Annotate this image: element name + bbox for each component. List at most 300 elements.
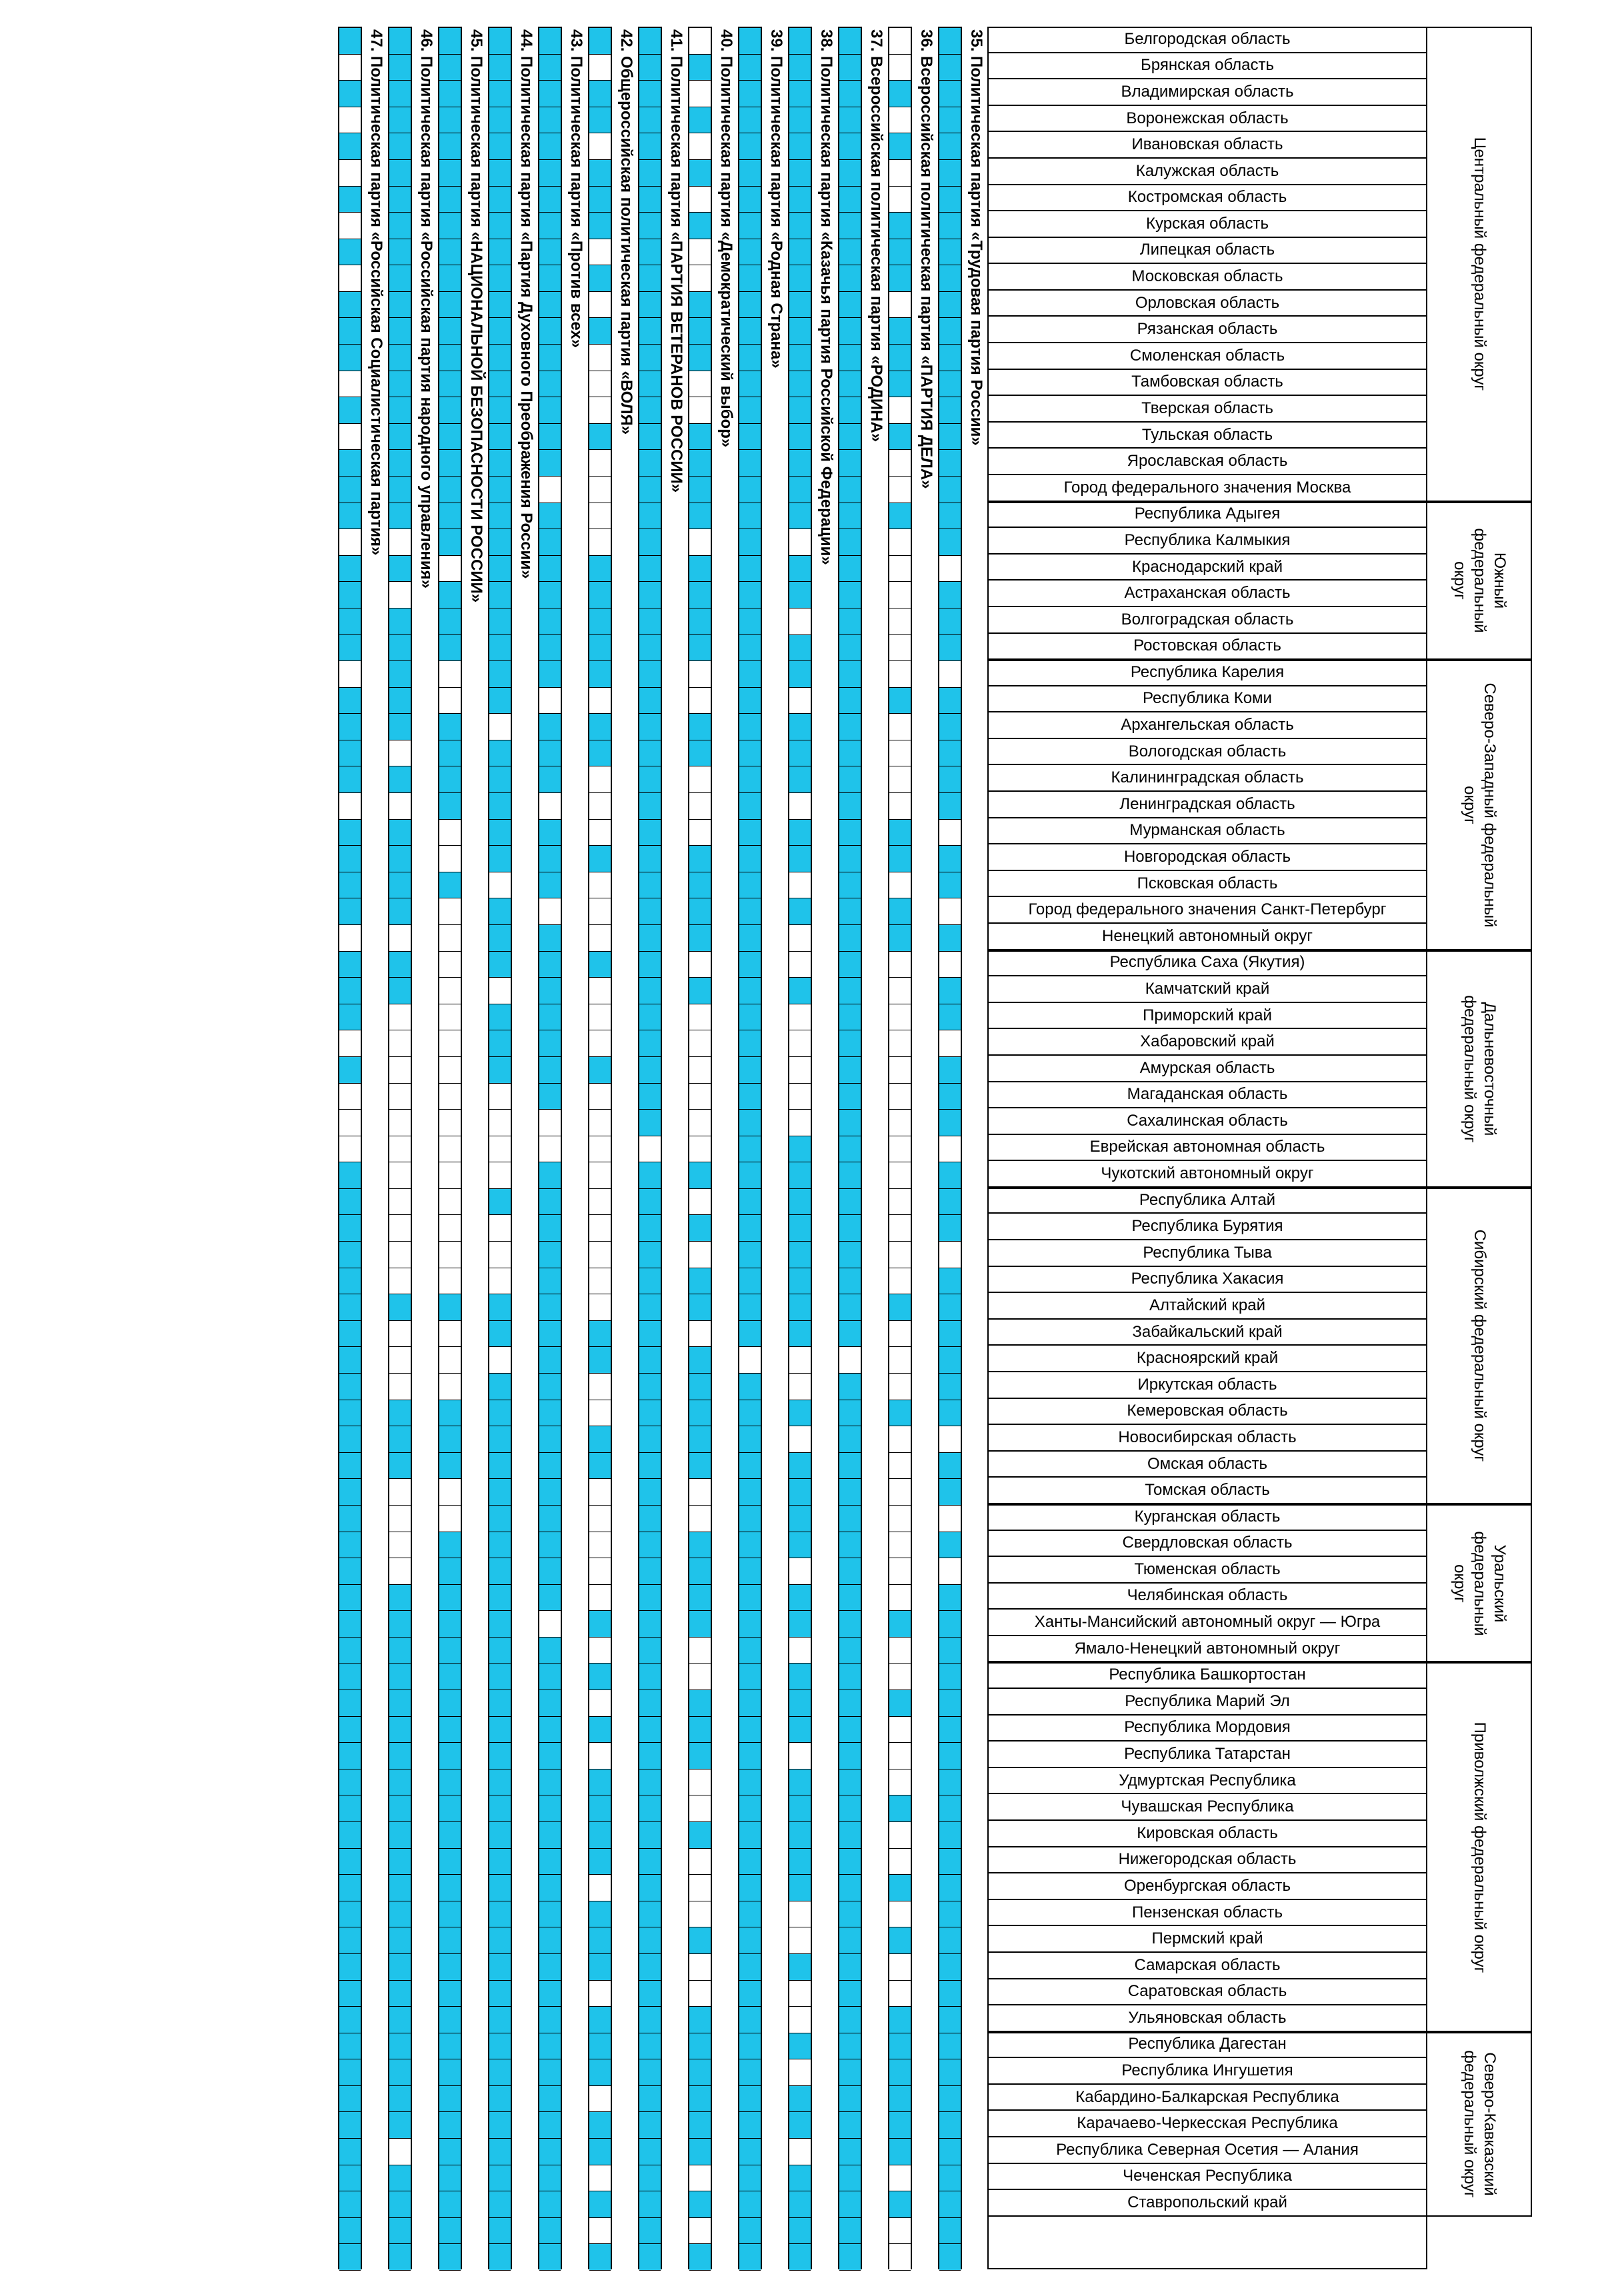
- party-cell[interactable]: [339, 608, 361, 635]
- party-cell[interactable]: [339, 820, 361, 846]
- party-cell[interactable]: [489, 1189, 511, 1216]
- party-cell[interactable]: [339, 1981, 361, 2007]
- party-cell[interactable]: [939, 2191, 961, 2218]
- party-cell[interactable]: [689, 820, 711, 846]
- party-cell[interactable]: [489, 1136, 511, 1163]
- party-cell[interactable]: [789, 1004, 811, 1031]
- party-cell[interactable]: [439, 1004, 461, 1031]
- party-cell[interactable]: [389, 1769, 411, 1796]
- party-cell[interactable]: [739, 1585, 761, 1612]
- party-cell[interactable]: [739, 2191, 761, 2218]
- party-cell[interactable]: [789, 872, 811, 899]
- party-cell[interactable]: [839, 1743, 861, 1769]
- party-cell[interactable]: [389, 1030, 411, 1057]
- party-cell[interactable]: [439, 1110, 461, 1136]
- party-cell[interactable]: [889, 978, 911, 1004]
- party-cell[interactable]: [689, 1321, 711, 1348]
- party-cell[interactable]: [789, 1875, 811, 1901]
- party-cell[interactable]: [489, 2165, 511, 2192]
- party-cell[interactable]: [889, 1030, 911, 1057]
- party-cell[interactable]: [689, 2165, 711, 2192]
- party-cell[interactable]: [339, 2244, 361, 2271]
- party-cell[interactable]: [389, 2218, 411, 2245]
- party-cell[interactable]: [489, 556, 511, 582]
- party-cell[interactable]: [939, 1321, 961, 1348]
- party-cell[interactable]: [589, 213, 611, 239]
- party-cell[interactable]: [589, 1057, 611, 1084]
- party-cell[interactable]: [339, 898, 361, 925]
- party-cell[interactable]: [439, 2112, 461, 2139]
- party-cell[interactable]: [639, 1506, 661, 1532]
- party-cell[interactable]: [789, 2218, 811, 2245]
- party-cell[interactable]: [789, 661, 811, 688]
- party-cell[interactable]: [839, 608, 861, 635]
- party-cell[interactable]: [939, 714, 961, 740]
- party-cell[interactable]: [839, 1927, 861, 1954]
- party-cell[interactable]: [839, 28, 861, 55]
- party-cell[interactable]: [339, 1795, 361, 1822]
- party-cell[interactable]: [689, 925, 711, 952]
- party-cell[interactable]: [789, 292, 811, 319]
- party-cell[interactable]: [889, 556, 911, 582]
- party-cell[interactable]: [689, 1795, 711, 1822]
- party-cell[interactable]: [689, 556, 711, 582]
- party-cell[interactable]: [339, 846, 361, 872]
- party-cell[interactable]: [589, 740, 611, 767]
- party-cell[interactable]: [839, 1638, 861, 1664]
- party-cell[interactable]: [489, 424, 511, 451]
- party-cell[interactable]: [739, 28, 761, 55]
- party-cell[interactable]: [589, 1638, 611, 1664]
- party-cell[interactable]: [589, 1717, 611, 1743]
- party-cell[interactable]: [689, 187, 711, 213]
- party-cell[interactable]: [739, 872, 761, 899]
- party-cell[interactable]: [739, 1506, 761, 1532]
- party-cell[interactable]: [739, 1795, 761, 1822]
- party-cell[interactable]: [389, 1822, 411, 1849]
- party-cell[interactable]: [639, 503, 661, 530]
- party-cell[interactable]: [589, 1981, 611, 2007]
- party-cell[interactable]: [639, 2059, 661, 2086]
- party-cell[interactable]: [839, 397, 861, 424]
- party-cell[interactable]: [889, 1453, 911, 1480]
- party-cell[interactable]: [439, 345, 461, 371]
- party-cell[interactable]: [639, 582, 661, 608]
- party-cell[interactable]: [689, 688, 711, 714]
- party-cell[interactable]: [939, 688, 961, 714]
- party-cell[interactable]: [639, 160, 661, 187]
- party-cell[interactable]: [389, 1110, 411, 1136]
- party-cell[interactable]: [389, 1638, 411, 1664]
- party-cell[interactable]: [589, 1136, 611, 1163]
- party-cell[interactable]: [489, 1084, 511, 1110]
- party-cell[interactable]: [539, 820, 561, 846]
- party-cell[interactable]: [589, 556, 611, 582]
- party-cell[interactable]: [389, 1136, 411, 1163]
- party-cell[interactable]: [589, 898, 611, 925]
- party-cell[interactable]: [789, 714, 811, 740]
- party-cell[interactable]: [339, 1875, 361, 1901]
- party-cell[interactable]: [539, 1162, 561, 1189]
- party-cell[interactable]: [739, 239, 761, 266]
- party-cell[interactable]: [839, 1084, 861, 1110]
- party-cell[interactable]: [689, 2218, 711, 2245]
- party-cell[interactable]: [789, 265, 811, 292]
- party-cell[interactable]: [539, 213, 561, 239]
- party-cell[interactable]: [839, 1426, 861, 1453]
- party-cell[interactable]: [589, 820, 611, 846]
- party-cell[interactable]: [389, 846, 411, 872]
- party-cell[interactable]: [439, 1717, 461, 1743]
- party-cell[interactable]: [839, 1690, 861, 1717]
- party-cell[interactable]: [439, 160, 461, 187]
- party-cell[interactable]: [589, 318, 611, 345]
- party-cell[interactable]: [389, 397, 411, 424]
- party-cell[interactable]: [789, 1268, 811, 1295]
- party-cell[interactable]: [589, 1585, 611, 1612]
- party-cell[interactable]: [689, 503, 711, 530]
- party-cell[interactable]: [389, 2086, 411, 2113]
- party-cell[interactable]: [339, 1849, 361, 1875]
- party-cell[interactable]: [389, 1347, 411, 1374]
- party-cell[interactable]: [639, 661, 661, 688]
- party-cell[interactable]: [739, 1136, 761, 1163]
- party-cell[interactable]: [589, 187, 611, 213]
- party-cell[interactable]: [489, 820, 511, 846]
- party-cell[interactable]: [889, 1611, 911, 1638]
- party-cell[interactable]: [439, 1558, 461, 1585]
- party-cell[interactable]: [739, 1690, 761, 1717]
- party-cell[interactable]: [889, 1532, 911, 1559]
- party-cell[interactable]: [439, 740, 461, 767]
- party-cell[interactable]: [339, 1030, 361, 1057]
- party-cell[interactable]: [389, 2059, 411, 2086]
- party-cell[interactable]: [339, 424, 361, 451]
- party-cell[interactable]: [739, 133, 761, 160]
- party-cell[interactable]: [839, 872, 861, 899]
- party-cell[interactable]: [839, 635, 861, 662]
- party-cell[interactable]: [889, 529, 911, 556]
- party-cell[interactable]: [539, 265, 561, 292]
- party-cell[interactable]: [739, 1479, 761, 1506]
- party-cell[interactable]: [389, 2191, 411, 2218]
- party-cell[interactable]: [639, 1347, 661, 1374]
- party-cell[interactable]: [489, 1690, 511, 1717]
- party-cell[interactable]: [789, 1558, 811, 1585]
- party-cell[interactable]: [789, 1162, 811, 1189]
- party-cell[interactable]: [339, 1162, 361, 1189]
- party-cell[interactable]: [689, 1400, 711, 1427]
- party-cell[interactable]: [639, 1769, 661, 1796]
- party-cell[interactable]: [889, 2007, 911, 2033]
- party-cell[interactable]: [439, 2033, 461, 2060]
- party-cell[interactable]: [839, 1822, 861, 1849]
- party-cell[interactable]: [689, 1084, 711, 1110]
- party-cell[interactable]: [439, 608, 461, 635]
- party-cell[interactable]: [889, 81, 911, 107]
- party-cell[interactable]: [589, 1400, 611, 1427]
- party-cell[interactable]: [539, 556, 561, 582]
- party-cell[interactable]: [839, 1717, 861, 1743]
- party-cell[interactable]: [789, 978, 811, 1004]
- party-cell[interactable]: [539, 2139, 561, 2165]
- party-cell[interactable]: [639, 187, 661, 213]
- party-cell[interactable]: [539, 1453, 561, 1480]
- party-cell[interactable]: [439, 766, 461, 793]
- party-cell[interactable]: [489, 345, 511, 371]
- party-cell[interactable]: [739, 503, 761, 530]
- party-cell[interactable]: [939, 213, 961, 239]
- party-cell[interactable]: [439, 2007, 461, 2033]
- party-cell[interactable]: [739, 1664, 761, 1690]
- party-cell[interactable]: [589, 2059, 611, 2086]
- party-cell[interactable]: [789, 1453, 811, 1480]
- party-cell[interactable]: [889, 714, 911, 740]
- party-cell[interactable]: [539, 1400, 561, 1427]
- party-cell[interactable]: [939, 55, 961, 81]
- party-cell[interactable]: [339, 2086, 361, 2113]
- party-cell[interactable]: [589, 133, 611, 160]
- party-cell[interactable]: [789, 2191, 811, 2218]
- party-cell[interactable]: [589, 1189, 611, 1216]
- party-cell[interactable]: [489, 2218, 511, 2245]
- party-cell[interactable]: [939, 1426, 961, 1453]
- party-cell[interactable]: [689, 1822, 711, 1849]
- party-cell[interactable]: [839, 1506, 861, 1532]
- party-cell[interactable]: [889, 2139, 911, 2165]
- party-cell[interactable]: [489, 872, 511, 899]
- party-cell[interactable]: [489, 582, 511, 608]
- party-cell[interactable]: [939, 1822, 961, 1849]
- party-cell[interactable]: [739, 424, 761, 451]
- party-cell[interactable]: [339, 2033, 361, 2060]
- party-cell[interactable]: [789, 1110, 811, 1136]
- party-cell[interactable]: [339, 688, 361, 714]
- party-cell[interactable]: [489, 107, 511, 134]
- party-cell[interactable]: [339, 1743, 361, 1769]
- party-cell[interactable]: [389, 2007, 411, 2033]
- party-cell[interactable]: [439, 872, 461, 899]
- party-cell[interactable]: [439, 503, 461, 530]
- party-cell[interactable]: [339, 477, 361, 503]
- party-cell[interactable]: [389, 2244, 411, 2271]
- party-cell[interactable]: [539, 1426, 561, 1453]
- party-cell[interactable]: [889, 740, 911, 767]
- party-cell[interactable]: [639, 1453, 661, 1480]
- party-cell[interactable]: [939, 371, 961, 398]
- party-cell[interactable]: [339, 872, 361, 899]
- party-cell[interactable]: [789, 898, 811, 925]
- party-cell[interactable]: [739, 1849, 761, 1875]
- party-cell[interactable]: [739, 450, 761, 477]
- party-cell[interactable]: [339, 133, 361, 160]
- party-cell[interactable]: [939, 1769, 961, 1796]
- party-cell[interactable]: [389, 1268, 411, 1295]
- party-cell[interactable]: [739, 2139, 761, 2165]
- party-cell[interactable]: [689, 952, 711, 978]
- party-cell[interactable]: [539, 898, 561, 925]
- party-cell[interactable]: [689, 661, 711, 688]
- party-cell[interactable]: [739, 1268, 761, 1295]
- party-cell[interactable]: [889, 1400, 911, 1427]
- party-cell[interactable]: [939, 872, 961, 899]
- party-cell[interactable]: [539, 1558, 561, 1585]
- party-cell[interactable]: [589, 2033, 611, 2060]
- party-cell[interactable]: [339, 1611, 361, 1638]
- party-cell[interactable]: [489, 371, 511, 398]
- party-cell[interactable]: [389, 556, 411, 582]
- party-cell[interactable]: [389, 450, 411, 477]
- party-cell[interactable]: [889, 1875, 911, 1901]
- party-cell[interactable]: [539, 582, 561, 608]
- party-cell[interactable]: [639, 1321, 661, 1348]
- party-cell[interactable]: [589, 1030, 611, 1057]
- party-cell[interactable]: [739, 292, 761, 319]
- party-cell[interactable]: [539, 1215, 561, 1242]
- party-cell[interactable]: [589, 872, 611, 899]
- party-cell[interactable]: [439, 2059, 461, 2086]
- party-cell[interactable]: [889, 1374, 911, 1400]
- party-cell[interactable]: [939, 1136, 961, 1163]
- party-cell[interactable]: [789, 503, 811, 530]
- party-cell[interactable]: [489, 1479, 511, 1506]
- party-cell[interactable]: [439, 1374, 461, 1400]
- party-cell[interactable]: [489, 1638, 511, 1664]
- party-cell[interactable]: [689, 1954, 711, 1981]
- party-cell[interactable]: [439, 1664, 461, 1690]
- party-cell[interactable]: [389, 1743, 411, 1769]
- party-cell[interactable]: [339, 1638, 361, 1664]
- party-cell[interactable]: [589, 846, 611, 872]
- party-cell[interactable]: [789, 2086, 811, 2113]
- party-cell[interactable]: [789, 1347, 811, 1374]
- party-cell[interactable]: [739, 1927, 761, 1954]
- party-cell[interactable]: [689, 1189, 711, 1216]
- party-cell[interactable]: [489, 898, 511, 925]
- party-cell[interactable]: [789, 1717, 811, 1743]
- party-cell[interactable]: [439, 1638, 461, 1664]
- party-cell[interactable]: [839, 952, 861, 978]
- party-cell[interactable]: [589, 1664, 611, 1690]
- party-cell[interactable]: [889, 1638, 911, 1664]
- party-cell[interactable]: [389, 608, 411, 635]
- party-cell[interactable]: [939, 2112, 961, 2139]
- party-cell[interactable]: [789, 1057, 811, 1084]
- party-cell[interactable]: [739, 318, 761, 345]
- party-cell[interactable]: [939, 450, 961, 477]
- party-cell[interactable]: [589, 1927, 611, 1954]
- party-cell[interactable]: [939, 1268, 961, 1295]
- party-cell[interactable]: [739, 2086, 761, 2113]
- party-cell[interactable]: [939, 2218, 961, 2245]
- party-cell[interactable]: [539, 1795, 561, 1822]
- party-cell[interactable]: [589, 2191, 611, 2218]
- party-cell[interactable]: [589, 1321, 611, 1348]
- party-cell[interactable]: [939, 529, 961, 556]
- party-cell[interactable]: [539, 55, 561, 81]
- party-cell[interactable]: [739, 1321, 761, 1348]
- party-cell[interactable]: [889, 1136, 911, 1163]
- party-cell[interactable]: [389, 1664, 411, 1690]
- party-cell[interactable]: [889, 1057, 911, 1084]
- party-cell[interactable]: [939, 318, 961, 345]
- party-cell[interactable]: [489, 1532, 511, 1559]
- party-cell[interactable]: [489, 2086, 511, 2113]
- party-cell[interactable]: [789, 1242, 811, 1268]
- party-cell[interactable]: [439, 688, 461, 714]
- party-cell[interactable]: [689, 1769, 711, 1796]
- party-cell[interactable]: [439, 107, 461, 134]
- party-cell[interactable]: [639, 872, 661, 899]
- party-cell[interactable]: [939, 1294, 961, 1321]
- party-cell[interactable]: [839, 1954, 861, 1981]
- party-cell[interactable]: [339, 1506, 361, 1532]
- party-cell[interactable]: [889, 1717, 911, 1743]
- party-cell[interactable]: [839, 213, 861, 239]
- party-cell[interactable]: [439, 925, 461, 952]
- party-cell[interactable]: [389, 1242, 411, 1268]
- party-cell[interactable]: [739, 1294, 761, 1321]
- party-cell[interactable]: [439, 1242, 461, 1268]
- party-cell[interactable]: [789, 187, 811, 213]
- party-cell[interactable]: [889, 1558, 911, 1585]
- party-cell[interactable]: [689, 978, 711, 1004]
- party-cell[interactable]: [639, 55, 661, 81]
- party-cell[interactable]: [489, 1215, 511, 1242]
- party-cell[interactable]: [739, 1453, 761, 1480]
- party-cell[interactable]: [489, 1374, 511, 1400]
- party-cell[interactable]: [339, 952, 361, 978]
- party-cell[interactable]: [589, 239, 611, 266]
- party-cell[interactable]: [839, 292, 861, 319]
- party-cell[interactable]: [439, 1400, 461, 1427]
- party-cell[interactable]: [739, 1611, 761, 1638]
- party-cell[interactable]: [689, 1875, 711, 1901]
- party-cell[interactable]: [789, 1927, 811, 1954]
- party-cell[interactable]: [889, 793, 911, 820]
- party-cell[interactable]: [839, 1664, 861, 1690]
- party-cell[interactable]: [689, 1849, 711, 1875]
- party-cell[interactable]: [739, 2033, 761, 2060]
- party-cell[interactable]: [939, 898, 961, 925]
- party-cell[interactable]: [639, 213, 661, 239]
- party-cell[interactable]: [489, 1453, 511, 1480]
- party-cell[interactable]: [639, 28, 661, 55]
- party-cell[interactable]: [339, 1479, 361, 1506]
- party-cell[interactable]: [689, 2007, 711, 2033]
- party-cell[interactable]: [739, 1981, 761, 2007]
- party-cell[interactable]: [539, 2033, 561, 2060]
- party-cell[interactable]: [739, 582, 761, 608]
- party-cell[interactable]: [339, 292, 361, 319]
- party-cell[interactable]: [339, 582, 361, 608]
- party-cell[interactable]: [789, 28, 811, 55]
- party-cell[interactable]: [889, 2112, 911, 2139]
- party-cell[interactable]: [889, 397, 911, 424]
- party-cell[interactable]: [589, 1347, 611, 1374]
- party-cell[interactable]: [439, 2244, 461, 2271]
- party-cell[interactable]: [639, 688, 661, 714]
- party-cell[interactable]: [739, 1743, 761, 1769]
- party-cell[interactable]: [889, 107, 911, 134]
- party-cell[interactable]: [739, 766, 761, 793]
- party-cell[interactable]: [389, 1954, 411, 1981]
- party-cell[interactable]: [389, 28, 411, 55]
- party-cell[interactable]: [639, 820, 661, 846]
- party-cell[interactable]: [689, 1611, 711, 1638]
- party-cell[interactable]: [939, 635, 961, 662]
- party-cell[interactable]: [639, 345, 661, 371]
